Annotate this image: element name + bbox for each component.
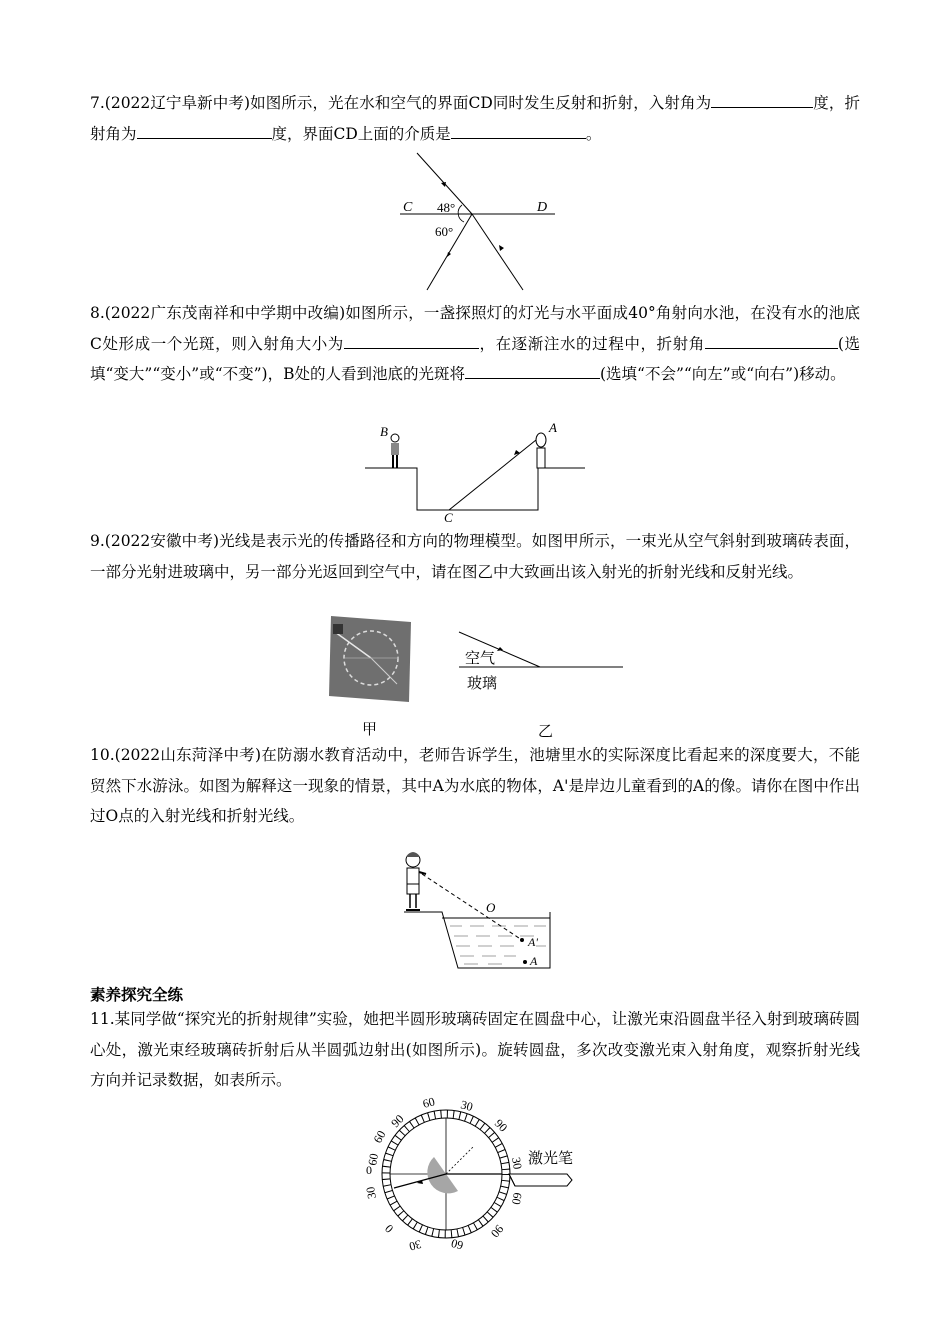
q10-label-a-image: A' xyxy=(528,935,538,949)
q7-ray-3 xyxy=(472,214,523,290)
question-11 xyxy=(90,1004,860,1096)
question-8 xyxy=(90,298,860,390)
q7-label-d: D xyxy=(537,200,548,215)
q9-text: 9.(2022安徽中考)光线是表示光的传播路径和方向的物理模型。如图甲所示，一束光从空气斜射到玻璃砖表面，一部分光射进玻璃中，另一部分光返回到空气中，请在图乙中大致画出该入射光的折射光线和反射光线。 xyxy=(90,532,860,581)
q7-text-1: 7.(2022辽宁阜新中考)如图所示，光在水和空气的界面CD同时发生反射和折射，入射角为 xyxy=(90,94,712,112)
q10-point-a-image xyxy=(520,938,524,942)
q8-label-c: C xyxy=(444,510,453,524)
q7-angle-60: 60° xyxy=(435,224,454,239)
q9-figure-yi xyxy=(455,628,627,696)
q11-scale-60-top: 60 xyxy=(421,1094,437,1111)
q7-text-4: 。 xyxy=(585,124,602,143)
q8-person-b xyxy=(391,434,399,468)
q11-figure xyxy=(362,1094,592,1254)
q9-caption-yi: 乙 xyxy=(538,722,554,740)
q8-searchlight xyxy=(536,433,546,447)
q11-scale-30-b: 30 xyxy=(407,1237,423,1254)
q9-label-air: 空气 xyxy=(465,651,496,667)
q11-laser-pen xyxy=(509,1174,572,1186)
q11-scale-90-b: 90 xyxy=(487,1222,507,1241)
q9-caption-jia: 甲 xyxy=(362,720,378,738)
q11-scale-0-b: 0 xyxy=(381,1221,397,1236)
q7-figure xyxy=(395,150,565,295)
q11-scale-60-l: 60 xyxy=(365,1152,382,1167)
q7-blank-medium[interactable] xyxy=(451,120,586,139)
q10-point-a xyxy=(523,960,527,964)
q7-angle-48: 48° xyxy=(437,200,456,215)
q8-figure xyxy=(360,418,590,524)
q11-scale-60-r: 60 xyxy=(508,1191,525,1206)
question-10 xyxy=(90,740,860,832)
q11-scale-60-b: 60 xyxy=(449,1235,465,1253)
q10-label-a: A xyxy=(530,954,538,968)
q9-label-glass: 玻璃 xyxy=(467,676,498,692)
q8-blank-refraction-change[interactable] xyxy=(705,330,838,349)
q8-label-a: A xyxy=(549,420,557,435)
question-9 xyxy=(90,526,860,587)
q8-text-3: (选填“变大”“变小”或“不变”)，B处的人看到池底的光斑将 xyxy=(90,334,860,383)
q8-text-2: ，在逐渐注水的过程中，折射角 xyxy=(478,334,705,353)
q10-text: 10.(2022山东菏泽中考)在防溺水教育活动中，老师告诉学生，池塘里水的实际深度比看起来的深度要大，不能贸然下水游泳。如图为解释这一现象的情景，其中A为水底的物体，A'是岸边儿童看到的A的像。请你在图中作出过O点的入射光线和折射光线。 xyxy=(90,746,860,825)
question-7 xyxy=(90,88,860,149)
q11-scale-30-top: 30 xyxy=(459,1097,475,1115)
section-title: 素养探究全练 xyxy=(90,986,184,1004)
q10-figure xyxy=(398,846,556,972)
q11-scale-0-l: 0 xyxy=(366,1163,372,1177)
q8-light-beam xyxy=(449,440,536,510)
q7-text-3: 度，界面CD上面的介质是 xyxy=(271,124,451,143)
q8-text-1: 8.(2022广东茂南祥和中学期中改编)如图所示，一盏探照灯的灯光与水平面成40°角射向水池，在没有水的池底C处形成一个光斑，则入射角大小为 xyxy=(90,304,860,353)
q10-child-figure xyxy=(406,852,426,910)
q8-text-4: (选填“不会”“向左”或“向右”)移动。 xyxy=(599,365,846,383)
q11-laser-label: 激光笔 xyxy=(528,1151,574,1167)
q11-scale-60-tl: 60 xyxy=(370,1128,389,1146)
q8-label-b: B xyxy=(380,424,388,439)
q11-scale-30-r: 30 xyxy=(509,1156,525,1171)
q7-blank-incident-angle[interactable] xyxy=(711,89,813,108)
q11-text: 11.某同学做“探究光的折射规律”实验，她把半圆形玻璃砖固定在圆盘中心，让激光束沿圆盘半径入射到玻璃砖圆心处，激光束经玻璃砖折射后从半圆弧边射出(如图所示)。旋转圆盘，多次改变激光束入射角度，观察折射光线方向并记录数据，如表所示。 xyxy=(90,1010,860,1089)
q10-sight-line xyxy=(422,874,522,940)
q7-label-c: C xyxy=(403,200,413,215)
q7-text-2: 度，折射角为 xyxy=(90,94,860,143)
q9-figure-jia-photo xyxy=(325,612,415,704)
q11-scale-90-r: 90 xyxy=(491,1116,511,1135)
q7-blank-refraction-angle[interactable] xyxy=(137,120,272,139)
q10-label-o: O xyxy=(486,900,496,915)
q8-searchlight-stand xyxy=(537,448,545,468)
q11-scale-30-l: 30 xyxy=(363,1185,379,1200)
q11-scale-90-tl: 90 xyxy=(388,1111,407,1131)
q8-blank-spot-move[interactable] xyxy=(465,360,600,379)
q8-blank-incident-angle[interactable] xyxy=(344,330,479,349)
